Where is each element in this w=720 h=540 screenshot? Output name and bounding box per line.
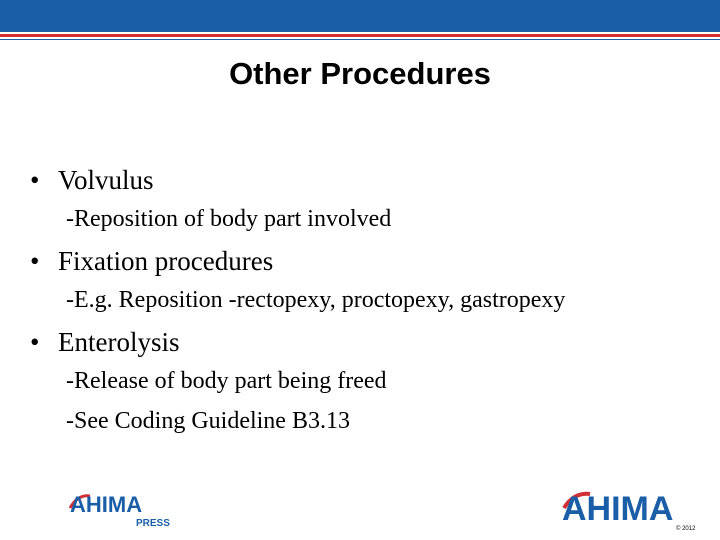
bullet-marker: • [30, 327, 40, 357]
bullet-list [30, 162, 690, 441]
logo-subtitle: PRESS [136, 518, 170, 528]
header-band [0, 0, 720, 32]
bullet-item-volvulus [30, 162, 690, 199]
logo-wordmark: AHIMA [70, 492, 143, 517]
header-rule-blue [0, 39, 720, 40]
logo-wordmark: AHIMA [562, 490, 674, 528]
slide-title: Other Procedures [229, 56, 491, 91]
bullet-text: Enterolysis [58, 327, 180, 357]
sub-item: -Reposition of body part involved [66, 206, 392, 232]
sub-item: -See Coding Guideline B3.13 [66, 408, 350, 434]
bullet-text: Fixation procedures [58, 246, 274, 276]
bullet-marker: • [30, 246, 40, 276]
ahima-logo [560, 486, 700, 528]
bullet-item-enterolysis [30, 324, 690, 361]
header-rule-red [0, 34, 720, 37]
sub-item: -E.g. Reposition -rectopexy, proctopexy, gastropexy [66, 287, 566, 313]
bullet-text: Volvulus [58, 165, 154, 195]
copyright-notice: © 2012 [676, 526, 696, 532]
sub-item: -Release of body part being freed [66, 368, 387, 394]
bullet-item-fixation [30, 243, 690, 280]
bullet-marker: • [30, 165, 40, 195]
ahima-press-logo [66, 488, 186, 528]
